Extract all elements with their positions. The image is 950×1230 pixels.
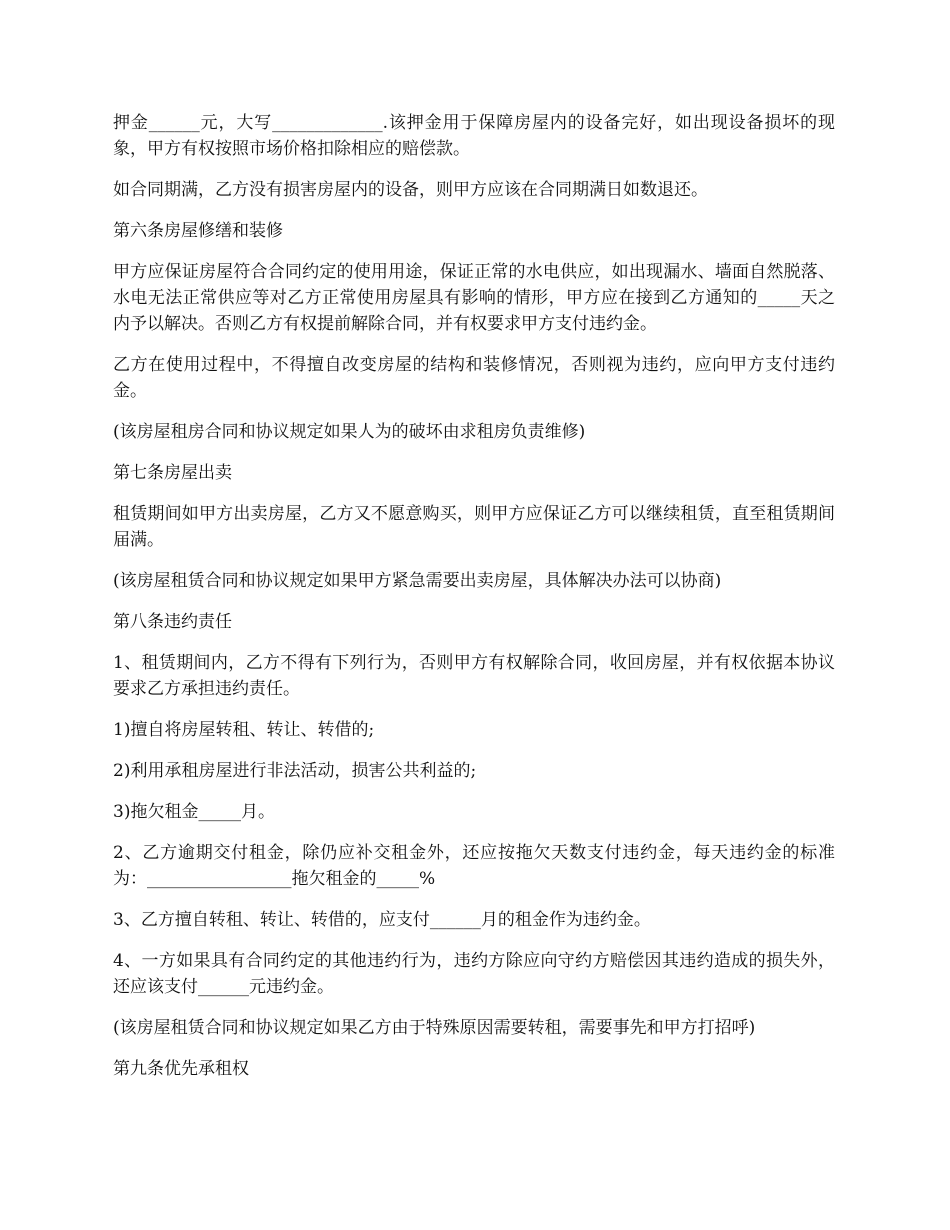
sublet-note-paragraph: (该房屋租赁合同和协议规定如果乙方由于特殊原因需要转租，需要事先和甲方打招呼) — [113, 1018, 756, 1038]
breach-item-1: 1)擅自将房屋转租、转让、转借的; — [113, 720, 375, 740]
breach-clause-3: 3、乙方擅自转租、转让、转借的，应支付______月的租金作为违约金。 — [113, 910, 651, 930]
deposit-paragraph: 押金______元，大写_____________.该押金用于保障房屋内的设备完好，如出现设备损坏的现象，甲方有权按照市场价格扣除相应的赔偿款。 — [113, 113, 835, 159]
breach-clause-4: 4、一方如果具有合同约定的其他违约行为，违约方除应向守约方赔偿因其违约造成的损失外，还应该支付______元违约金。 — [113, 951, 835, 997]
sale-paragraph: 租赁期间如甲方出卖房屋，乙方又不愿意购买，则甲方应保证乙方可以继续租赁，直至租赁期间届满。 — [113, 504, 835, 550]
breach-item-2: 2)利用承租房屋进行非法活动，损害公共利益的; — [113, 761, 477, 781]
deposit-refund-paragraph: 如合同期满，乙方没有损害房屋内的设备，则甲方应该在合同期满日如数退还。 — [113, 180, 708, 200]
document-body — [113, 110, 835, 1097]
article-9-heading: 第九条优先承租权 — [113, 1059, 249, 1079]
repair-obligation-paragraph: 甲方应保证房屋符合合同约定的使用用途，保证正常的水电供应，如出现漏水、墙面自然脱落、水电无法正常供应等对乙方正常使用房屋具有影响的情形，甲方应在接到乙方通知的_____天之内予以解决。否则乙方有权提前解除合同，并有权要求甲方支付违约金。 — [113, 262, 835, 334]
repair-note-paragraph: (该房屋租房合同和协议规定如果人为的破坏由求租房负责维修) — [113, 422, 586, 442]
article-8-heading: 第八条违约责任 — [113, 612, 232, 632]
sale-note-paragraph: (该房屋租赁合同和协议规定如果甲方紧急需要出卖房屋，具体解决办法可以协商) — [113, 571, 722, 591]
article-6-heading: 第六条房屋修缮和装修 — [113, 221, 283, 241]
breach-clause-2: 2、乙方逾期交付租金，除仍应补交租金外，还应按拖欠天数支付违约金，每天违约金的标准为：_________________拖欠租金的_____% — [113, 843, 835, 889]
no-alteration-paragraph: 乙方在使用过程中，不得擅自改变房屋的结构和装修情况，否则视为违约，应向甲方支付违约金。 — [113, 355, 835, 401]
breach-item-3: 3)拖欠租金_____月。 — [113, 802, 275, 822]
breach-clause-1: 1、租赁期间内，乙方不得有下列行为，否则甲方有权解除合同，收回房屋，并有权依据本协议要求乙方承担违约责任。 — [113, 653, 835, 699]
article-7-heading: 第七条房屋出卖 — [113, 463, 232, 483]
